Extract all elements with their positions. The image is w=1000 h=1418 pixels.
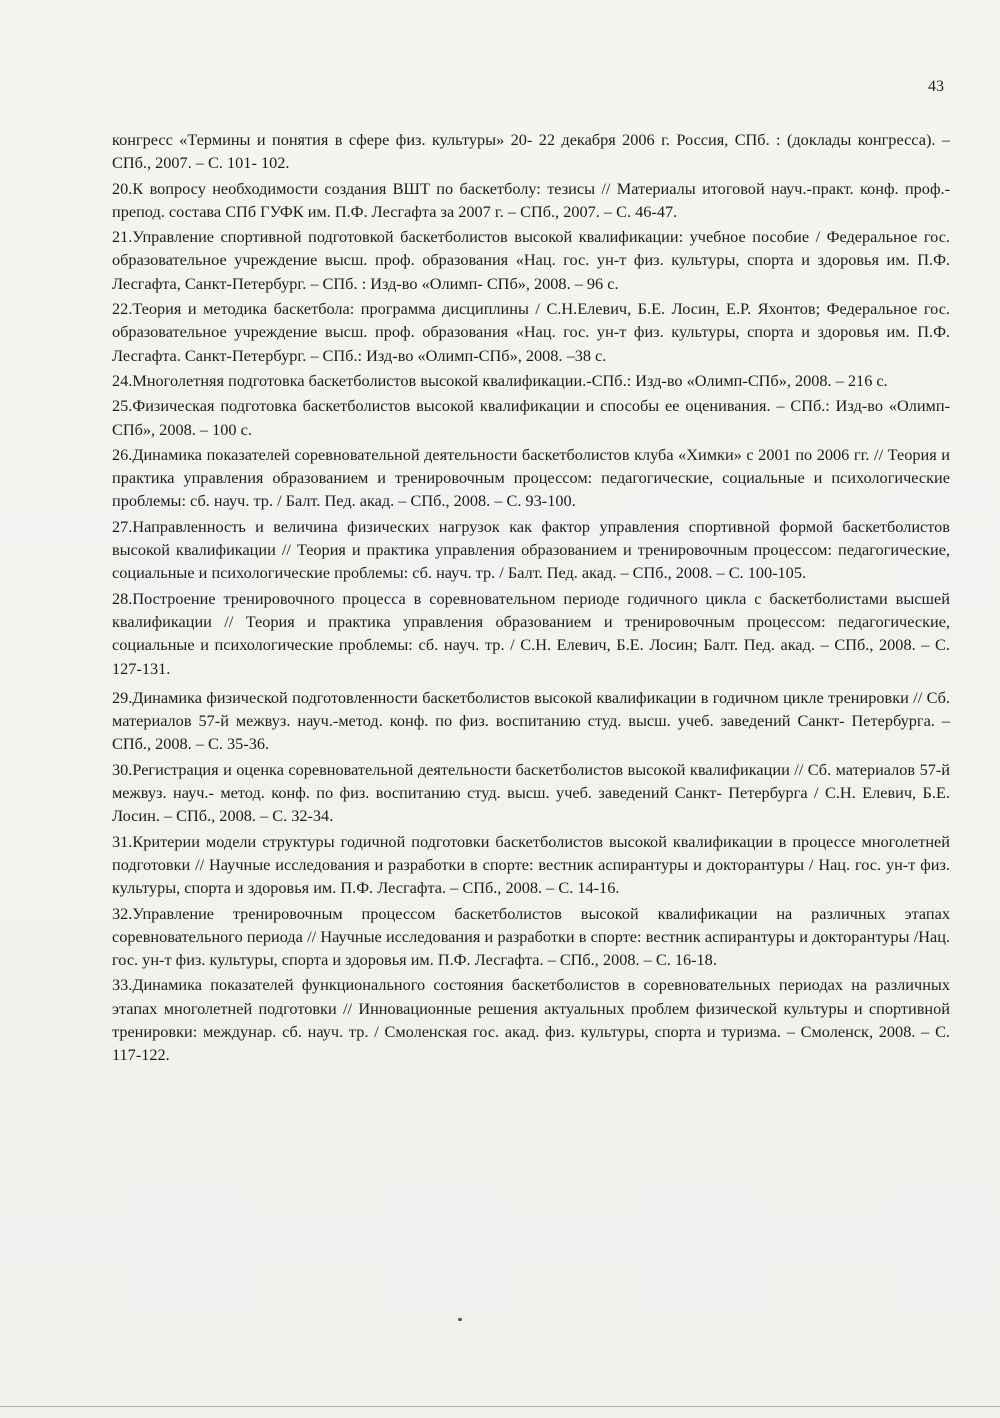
scan-edge-line — [0, 1406, 1000, 1407]
page-number: 43 — [928, 78, 944, 95]
bibliography-entry: 29.Динамика физической подготовленности баскетболистов высокой квалификации в годичном цикле тренировки // Сб. материалов 57-й межвуз. науч.-метод. конф. по физ. воспитанию студ. высш. учеб. заведений Санкт- Петербурга. – СПб., 2008. – С. 35-36. — [112, 687, 950, 754]
bibliography-entry: 21.Управление спортивной подготовкой баскетболистов высокой квалификации: учебное пособие / Федеральное гос. образовательное учреждение высш. проф. образования «Нац. гос. ун-т физ. культуры, спорта и здоровья им. П.Ф. Лесгафта, Санкт-Петербург. – СПб. : Изд-во «Олимп- СПб», 2008. – 96 с. — [112, 227, 950, 293]
bibliography-entry: 33.Динамика показателей функционального состояния баскетболистов в соревновательных периодах на различных этапах многолетней подготовки // Инновационные решения актуальных проблем физической культуры и спортивной тренировки: междунар. сб. науч. тр. / Смоленская гос. акад. физ. культуры, спорта и туризма. – Смоленск, 2008. – С. 117-122. — [112, 975, 950, 1065]
bibliography-entry: 31.Критерии модели структуры годичной подготовки баскетболистов высокой квалификации в процессе многолетней подготовки // Научные исследования и разработки в спорте: вестник аспирантуры и докторантуры / Нац. гос. ун-т физ. культуры, спорта и здоровья им. П.Ф. Лесгафта. – СПб., 2008. – С. 14-16. — [112, 831, 950, 898]
bibliography-entry: 27.Направленность и величина физических нагрузок как фактор управления спортивной формой баскетболистов высокой квалификации // Теория и практика управления образованием и тренировочным процессом: педагогические, социальные и психологические проблемы: сб. науч. тр. / Балт. Пед. акад. – СПб., 2008. – С. 100-105. — [112, 516, 950, 583]
bibliography-entry: 20.К вопросу необходимости создания ВШТ по баскетболу: тезисы // Материалы итоговой науч.-практ. конф. проф.-препод. состава СПб ГУФК им. П.Ф. Лесгафта за 2007 г. – СПб., 2007. – С. 46-47. — [112, 178, 950, 221]
bibliography-entry: 28.Построение тренировочного процесса в соревновательном периоде годичного цикла с баскетболистами высшей квалификации // Теория и практика управления образованием и тренировочным процессом: педагогические, социальные и психологические проблемы: сб. науч. тр. / С.Н. Елевич, Б.Е. Лосин; Балт. Пед. акад. – СПб., 2008. – С. 127-131. — [112, 588, 950, 678]
bibliography-list — [112, 128, 950, 1069]
bibliography-entry: 32.Управление тренировочным процессом баскетболистов высокой квалификации на различных этапах соревновательного периода // Научные исследования и разработки в спорте: вестник аспирантуры и докторантуры /Нац. гос. ун-т физ. культуры, спорта и здоровья им. П.Ф. Лесгафта. – СПб., 2008. – С. 16-18. — [112, 903, 950, 970]
scan-speck — [458, 1318, 462, 1321]
bibliography-entry: 22.Теория и методика баскетбола: программа дисциплины / С.Н.Елевич, Б.Е. Лосин, Е.Р. Яхонтов; Федеральное гос. образовательное учреждение высш. проф. образования «Нац. гос. ун-т физ. культуры, спорта и здоровья им. П.Ф. Лесгафта. Санкт-Петербург. – СПб.: Изд-во «Олимп-СПб», 2008. –38 с. — [112, 299, 950, 365]
bibliography-entry: 25.Физическая подготовка баскетболистов высокой квалификации и способы ее оценивания. – СПб.: Изд-во «Олимп-СПб», 2008. – 100 с. — [112, 396, 950, 439]
bibliography-entry: конгресс «Термины и понятия в сфере физ. культуры» 20- 22 декабря 2006 г. Россия, СПб. : (доклады конгресса). – СПб., 2007. – С. 101- 102. — [112, 130, 950, 173]
bibliography-entry: 26.Динамика показателей соревновательной деятельности баскетболистов клуба «Химки» с 2001 по 2006 гг. // Теория и практика управления образованием и тренировочным процессом: педагогические, социальные и психологические проблемы: сб. науч. тр. / Балт. Пед. акад. – СПб., 2008. – С. 93-100. — [112, 444, 950, 511]
bibliography-entry: 24.Многолетняя подготовка баскетболистов высокой квалификации.-СПб.: Изд-во «Олимп-СПб», 2008. – 216 с. — [112, 370, 888, 390]
bibliography-entry: 30.Регистрация и оценка соревновательной деятельности баскетболистов высокой квалификации // Сб. материалов 57-й межвуз. науч.- метод. конф. по физ. воспитанию студ. высш. учеб. заведений Санкт- Петербурга / С.Н. Елевич, Б.Е. Лосин. – СПб., 2008. – С. 32-34. — [112, 759, 950, 826]
